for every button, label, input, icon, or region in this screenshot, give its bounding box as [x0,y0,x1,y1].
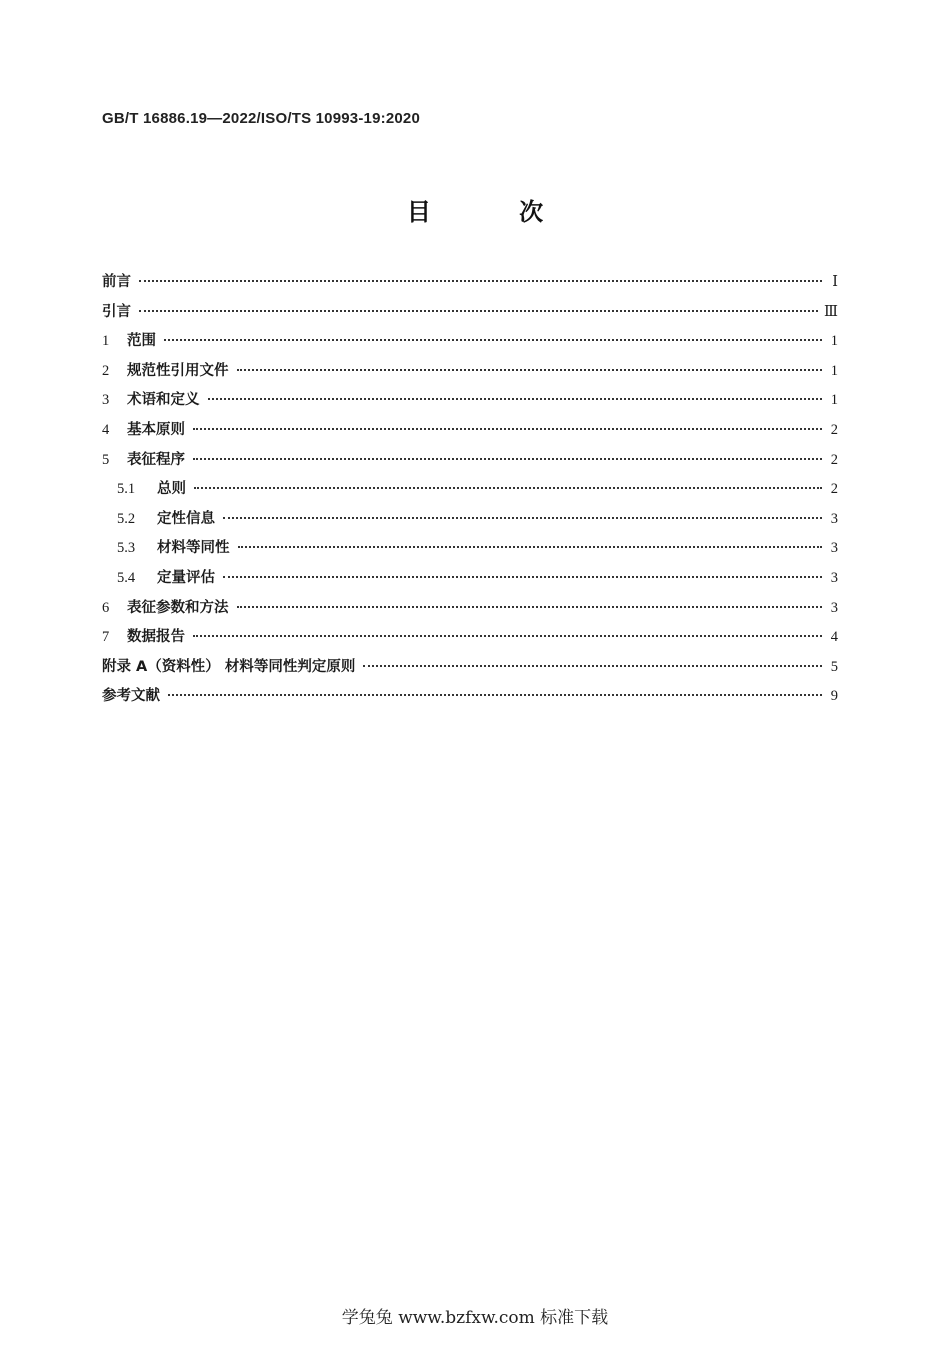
toc-entry[interactable] [102,388,838,418]
footer-watermark: 学兔兔 www.bzfxw.com 标准下载 [341,1308,609,1328]
toc-leader-dots [193,458,822,460]
toc-entry-page: 1 [830,392,838,409]
toc-entry[interactable] [102,418,838,448]
toc-leader-dots [194,487,822,489]
toc-entry[interactable] [102,359,838,389]
toc-entry-number: 6 [102,599,110,616]
toc-entry-label: 表征参数和方法 [127,599,229,616]
toc-entry-label: 范围 [127,333,156,350]
toc-entry[interactable] [102,300,838,330]
toc-leader-dots [139,280,822,282]
toc-title: 目 次 [406,198,584,226]
toc-entry-page: 3 [830,540,838,557]
toc-entry-label: 定量评估 [157,569,215,586]
toc-entry-page: 3 [830,599,838,616]
toc-entry-page: Ⅲ [824,303,838,320]
toc-entry-number: 2 [102,362,110,379]
toc-entry[interactable] [102,270,838,300]
toc-entry-page: 1 [830,333,838,350]
toc-entry-label: 参考文献 [102,688,160,705]
toc-leader-dots [193,635,822,637]
toc-entry-page: Ⅰ [832,274,838,290]
toc-entry-label: 引言 [102,303,131,320]
toc-entry-label: 表征程序 [127,451,185,468]
table-of-contents [102,270,838,714]
toc-leader-dots [208,398,823,400]
toc-entry[interactable] [102,507,838,537]
toc-entry-label: 数据报告 [127,629,185,646]
toc-leader-dots [168,694,822,696]
toc-entry-label: 基本原则 [127,421,185,438]
toc-entry-page: 5 [830,658,838,675]
toc-leader-dots [363,665,822,667]
toc-entry[interactable] [102,448,838,478]
toc-entry[interactable] [102,536,838,566]
toc-leader-dots [238,546,823,548]
toc-entry-label: 总则 [157,481,186,498]
toc-entry-label: 材料等同性 [157,540,230,557]
toc-entry[interactable] [102,596,838,626]
standard-number: GB/T 16886.19—2022/ISO/TS 10993-19:2020 [102,110,420,127]
toc-entry-page: 2 [830,451,838,468]
toc-leader-dots [237,606,823,608]
toc-entry-page: 3 [830,569,838,586]
toc-entry[interactable] [102,684,838,714]
toc-entry-label: 附录 A（资料性） 材料等同性判定原则 [102,658,356,675]
toc-entry-number: 1 [102,333,110,350]
toc-leader-dots [164,339,822,341]
toc-leader-dots [223,576,822,578]
toc-entry-number: 5 [102,451,110,468]
toc-entry[interactable] [102,566,838,596]
toc-entry-number: 3 [102,392,110,409]
toc-entry[interactable] [102,329,838,359]
toc-leader-dots [223,517,822,519]
toc-entry-label: 术语和定义 [127,392,200,409]
toc-entry-page: 2 [830,481,838,498]
toc-entry-page: 4 [830,629,838,646]
toc-leader-dots [193,428,822,430]
toc-entry[interactable] [102,655,838,685]
toc-entry-page: 1 [830,362,838,379]
toc-entry-label: 规范性引用文件 [127,362,229,379]
toc-leader-dots [237,369,823,371]
toc-entry-number: 5.2 [117,510,136,527]
toc-entry-label: 前言 [102,274,131,290]
toc-leader-dots [139,310,818,312]
toc-entry-page: 2 [830,421,838,438]
toc-entry-page: 3 [830,510,838,527]
toc-entry-number: 5.4 [117,569,136,586]
toc-entry-number: 5.3 [117,540,136,557]
toc-entry-number: 7 [102,629,110,646]
toc-entry[interactable] [102,477,838,507]
toc-entry-number: 5.1 [117,481,136,498]
toc-entry[interactable] [102,625,838,655]
toc-entry-number: 4 [102,421,110,438]
toc-entry-page: 9 [830,688,838,705]
toc-entry-label: 定性信息 [157,510,215,527]
